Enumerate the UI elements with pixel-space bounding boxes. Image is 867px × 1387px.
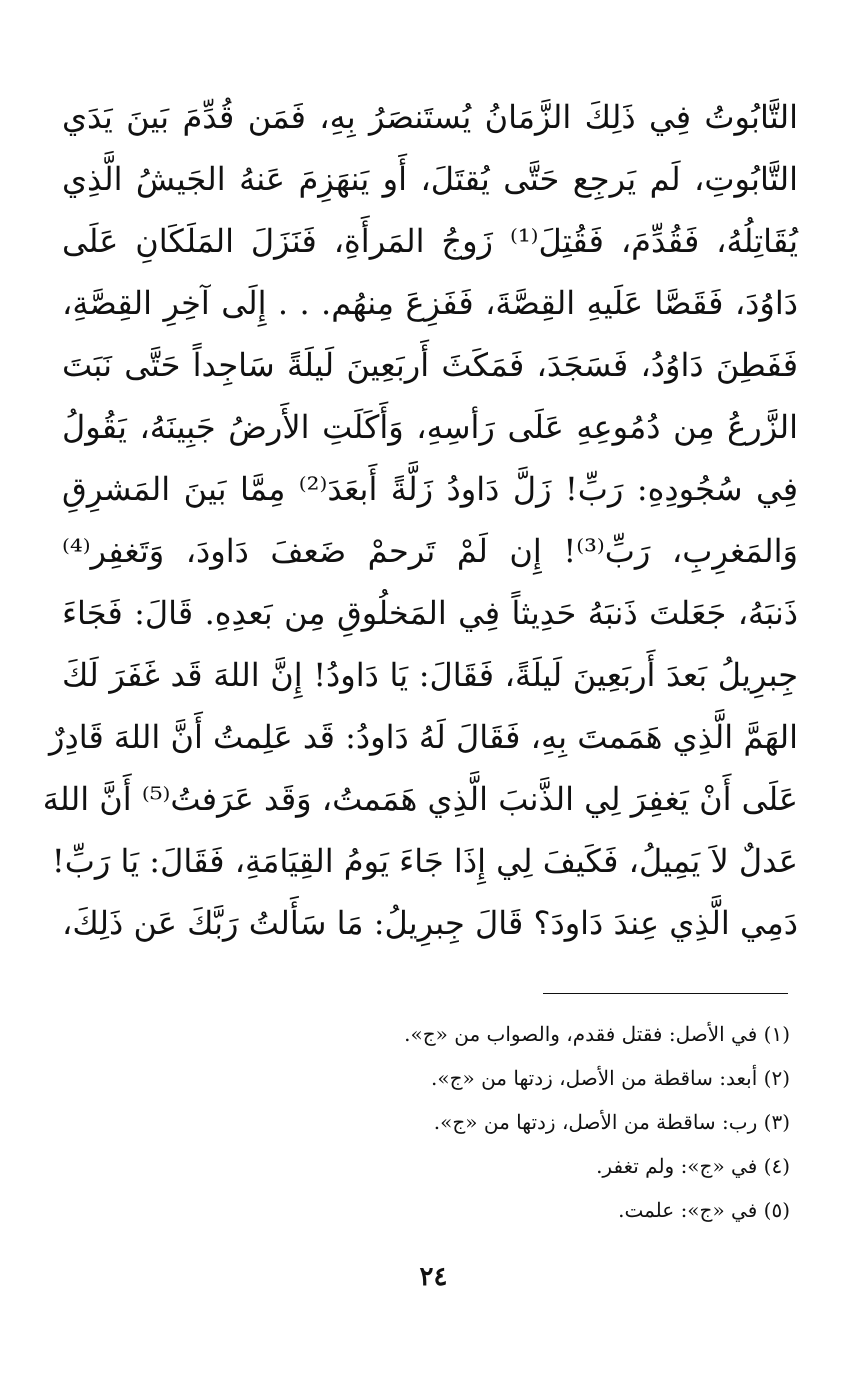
text-line-9: ذَنبَهُ، جَعَلتَ ذَنبَهُ حَدِيثاً فِي المَخلُوقِ مِن بَعدِهِ. قَالَ: فَجَاءَ — [62, 594, 798, 632]
footnote-separator — [543, 993, 788, 994]
text-line-11: الهَمَّ الَّذِي هَمَمتَ بِهِ، فَقَالَ لَهُ دَاودُ: قَد عَلِمتُ أَنَّ اللهَ قَادِرٌ — [49, 718, 798, 756]
footnote-1: (١) في الأصل: فقتل فقدم، والصواب من «ج». — [404, 1022, 790, 1046]
text-line-7: فِي سُجُودِهِ: رَبِّ! زَلَّ دَاودُ زَلَّةً أَبعَدَ⁽²⁾ مِمَّا بَينَ المَشرِقِ — [62, 470, 799, 508]
text-line-14: دَمِي الَّذِي عِندَ دَاودَ؟ قَالَ جِبرِيلُ: مَا سَأَلتُ رَبَّكَ عَن ذَلِكَ، — [62, 904, 798, 942]
body-text — [42, 86, 799, 954]
footnote-2: (٢) أبعد: ساقطة من الأصل، زدتها من «ج». — [430, 1066, 790, 1090]
footnote-4: (٤) في «ج»: ولم تغفر. — [596, 1154, 790, 1178]
text-line-13: عَدلٌ لاَ يَمِيلُ، فَكَيفَ لِي إِذَا جَاءَ يَومُ القِيَامَةِ، فَقَالَ: يَا رَبِّ! — [51, 842, 798, 880]
text-line-3: يُقَاتِلُهُ، فَقُدِّمَ، فَقُتِلَ⁽¹⁾ زَوجُ المَرأَةِ، فَنَزَلَ المَلَكَانِ عَلَى — [62, 222, 799, 260]
footnote-3: (٣) رب: ساقطة من الأصل، زدتها من «ج». — [433, 1110, 790, 1134]
text-line-5: فَفَطِنَ دَاوُدُ، فَسَجَدَ، فَمَكَثَ أَربَعِينَ لَيلَةً سَاجِداً حَتَّى نَبَتَ — [62, 346, 798, 384]
footnote-5: (٥) في «ج»: علمت. — [618, 1198, 790, 1222]
text-line-8: وَالمَغرِبِ، رَبِّ⁽³⁾! إِن لَمْ تَرحمْ ضَعفَ دَاودَ، وَتَغفِر⁽⁴⁾ — [62, 532, 799, 570]
text-line-10: جِبرِيلُ بَعدَ أَربَعِينَ لَيلَةً، فَقَالَ: يَا دَاودُ! إِنَّ اللهَ قَد غَفَرَ لَكَ — [62, 656, 799, 694]
text-line-12: عَلَى أَنْ يَغفِرَ لِي الذَّنبَ الَّذِي هَمَمتُ، وَقَد عَرَفتُ⁽⁵⁾ أَنَّ اللهَ — [42, 780, 798, 818]
text-line-4: دَاوُدَ، فَقَصَّا عَلَيهِ القِصَّةَ، فَفَزِعَ مِنهُم. . . إِلَى آخِرِ القِصَّةِ، — [62, 284, 798, 322]
footnotes — [62, 1012, 790, 1232]
text-line-1: التَّابُوتُ فِي ذَلِكَ الزَّمَانُ يُستَنصَرُ بِهِ، فَمَن قُدِّمَ بَينَ يَدَي — [62, 98, 798, 136]
text-line-6: الزَّرعُ مِن دُمُوعِهِ عَلَى رَأسِهِ، وَأَكَلَتِ الأَرضُ جَبِينَهُ، يَقُولُ — [62, 408, 798, 446]
text-line-2: التَّابُوتِ، لَم يَرجِع حَتَّى يُقتَلَ، أَو يَنهَزِمَ عَنهُ الجَيشُ الَّذِي — [62, 160, 798, 198]
page-number: ٢٤ — [419, 1262, 448, 1292]
